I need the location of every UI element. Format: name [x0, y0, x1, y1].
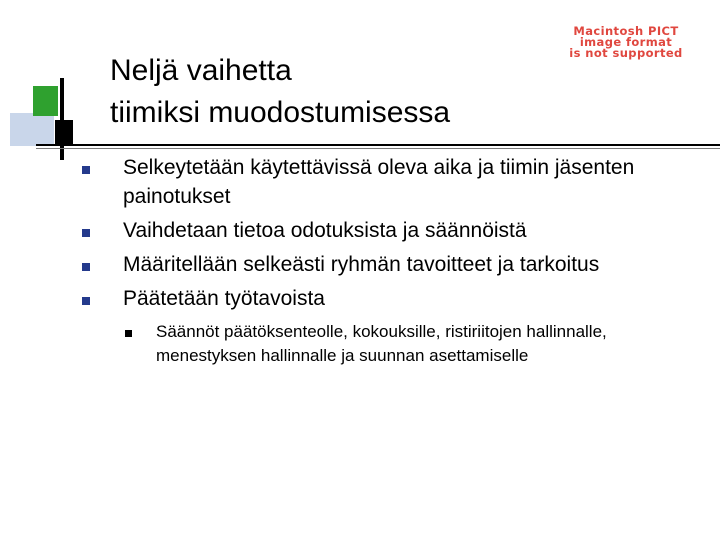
square-bullet-icon [82, 263, 90, 271]
bullet-text: Selkeytetään käytettävissä oleva aika ja tiimin jäsenten painotukset [123, 156, 635, 208]
placeholder-line: image format [579, 35, 673, 49]
square-bullet-icon [82, 166, 90, 174]
bullet-item [80, 153, 700, 211]
placeholder-line: Macintosh PICT [573, 24, 679, 38]
bullet-text: Määritellään selkeästi ryhmän tavoitteet ja tarkoitus [123, 253, 600, 276]
slide-title [110, 50, 450, 134]
decorative-blue-block [10, 113, 54, 146]
sub-bullet-text: Säännöt päätöksenteolle, kokouksille, ristiriitojen hallinnalle, menestyksen hallinnalle ja suunnan asettamiselle [156, 322, 607, 365]
unsupported-image-placeholder [546, 26, 706, 60]
square-bullet-icon [125, 330, 132, 337]
bullet-text: Vaihdetaan tietoa odotuksista ja säännöistä [123, 219, 527, 242]
bullet-list [80, 153, 700, 373]
placeholder-line: is not supported [569, 46, 683, 60]
decorative-black-block [55, 120, 73, 146]
square-bullet-icon [82, 229, 90, 237]
sub-bullet-list [123, 320, 700, 368]
slide-title-line: tiimiksi muodostumisessa [110, 96, 451, 129]
bullet-item [80, 284, 700, 368]
slide-title-line: Neljä vaihetta [110, 54, 292, 87]
title-divider-line [36, 144, 720, 146]
bullet-item [80, 216, 700, 245]
square-bullet-icon [82, 297, 90, 305]
bullet-text: Päätetään työtavoista [123, 287, 325, 310]
sub-bullet-item [123, 320, 700, 368]
decorative-green-block [33, 86, 58, 116]
title-divider-shadow [36, 148, 720, 149]
bullet-item [80, 250, 700, 279]
